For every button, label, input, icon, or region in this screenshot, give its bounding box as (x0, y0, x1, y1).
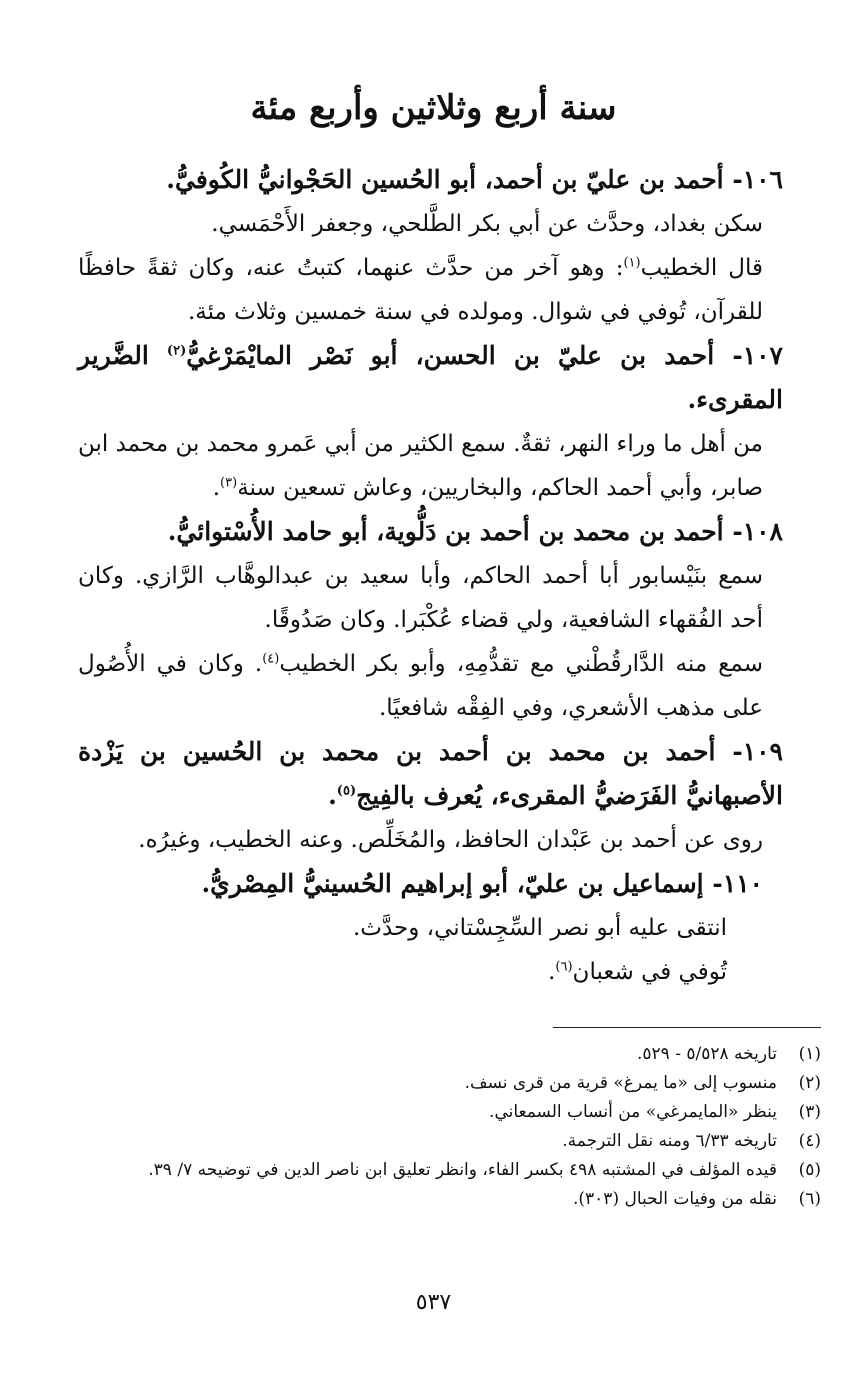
entry-heading-108: ١٠٨- أحمد بن محمد بن أحمد بن دَلُّوية، أبو حامد الأُسْتوائيُّ. (167, 517, 783, 546)
paragraph-text: . (212, 475, 221, 501)
page-number: ٥٣٧ (415, 1290, 452, 1315)
footnote-number: (٥) (798, 1160, 821, 1180)
entry-paragraph: سكن بغداد، وحدَّث عن أبي بكر الطَّلحي، وجعفر الأَحْمَسي. (211, 211, 763, 237)
footnote-number: (٢) (798, 1073, 821, 1093)
page-title: سنة أربع وثلاثين وأربع مئة (250, 88, 617, 128)
footnote-ref: (٣) (220, 475, 238, 491)
heading-text: ١٠٧- أحمد بن عليّ بن الحسن، أبو نَصْر المايْمَرْغيُّ (186, 341, 783, 370)
paragraph-text: . وكان في الأُصُول على مذهب الأشعري، وفي الفِقْه شافعيًا. (78, 651, 763, 721)
paragraph-text: سمع منه الدَّارقُطْني مع تقدُّمِهِ، وأبو بكر الخطيب (279, 651, 763, 677)
entry-paragraph (78, 422, 783, 510)
entry-heading-107 (78, 334, 783, 422)
paragraph-text: . (548, 959, 556, 985)
footnotes (78, 1040, 821, 1214)
footnote-ref: (٥) (336, 783, 357, 799)
footnote-number: (٦) (798, 1189, 821, 1209)
footnote-item (78, 1069, 821, 1098)
footnote-ref: (٤) (262, 651, 280, 667)
heading-text: ١٠٩- أحمد بن محمد بن أحمد بن محمد بن الحُسين بن يَزْدة الأصبهانيُّ الفَرَضيُّ المقرىء، يُعرف بالفِيج (78, 737, 783, 810)
entry-heading-109 (78, 730, 783, 818)
entry-paragraph: روى عن أحمد بن عَبْدان الحافظ، والمُخَلِّص. وعنه الخطيب، وغيرُه. (138, 827, 763, 853)
entry-paragraph (78, 246, 783, 334)
entry-heading-110: ١١٠- إسماعيل بن عليّ، أبو إبراهيم الحُسينيُّ المِصْريُّ. (201, 869, 763, 898)
footnote-text: منسوب إلى «ما يمرغ» قرية من قرى نسف. (464, 1073, 777, 1093)
footnote-number: (١) (798, 1044, 821, 1064)
footnote-item (78, 1127, 821, 1156)
footnote-number: (٣) (798, 1102, 821, 1122)
footnote-item (78, 1185, 821, 1214)
footnote-item (78, 1098, 821, 1127)
heading-text: . (328, 781, 337, 810)
footnote-item (78, 1040, 821, 1069)
footnote-ref: (١) (623, 255, 641, 271)
main-text (78, 158, 783, 994)
footnote-divider (553, 1027, 821, 1028)
entry-paragraph: انتقى عليه أبو نصر السِّجِسْتاني، وحدَّث. (353, 915, 727, 941)
footnote-number: (٤) (798, 1131, 821, 1151)
footnote-text: قيده المؤلف في المشتبه ٤٩٨ بكسر الفاء، وانظر تعليق ابن ناصر الدين في توضيحه ٧/ ٣٩. (148, 1160, 777, 1180)
paragraph-text: قال الخطيب (640, 255, 763, 281)
footnote-text: تاريخه ٥/٥٢٨ - ٥٢٩. (637, 1044, 777, 1064)
paragraph-text: تُوفي في شعبان (572, 959, 727, 985)
heading-text: الضَّرير المقرىء. (78, 341, 783, 414)
footnote-text: نقله من وفيات الحبال (٣٠٣). (572, 1189, 777, 1209)
paragraph-text: : وهو آخر من حدَّث عنهما، كتبتُ عنه، وكان ثقةً حافظًا للقرآن، تُوفي في شوال. ومولده في سنة خمسين وثلاث مئة. (78, 255, 763, 325)
entry-heading-106: ١٠٦- أحمد بن عليّ بن أحمد، أبو الحُسين الحَجْوانيُّ الكُوفيُّ. (166, 165, 783, 194)
footnote-text: ينظر «المايمرغي» من أنساب السمعاني. (489, 1102, 777, 1122)
footnote-ref: (٢) (166, 343, 187, 359)
footnote-text: تاريخه ٦/٣٣ ومنه نقل الترجمة. (562, 1131, 777, 1151)
paragraph-text: من أهل ما وراء النهر، ثقةٌ. سمع الكثير من أبي عَمرو محمد بن محمد ابن صابر، وأبي أحمد الحاكم، والبخاريين، وعاش تسعين سنة (78, 431, 763, 501)
entry-paragraph: سمع بنَيْسابور أبا أحمد الحاكم، وأبا سعيد بن عبدالوهَّاب الرَّازي. وكان أحد الفُقهاء الشافعية، ولي قضاء عُكْبَرا. وكان صَدُوقًا. (78, 563, 763, 633)
entry-paragraph (78, 950, 783, 994)
footnote-ref: (٦) (555, 959, 573, 975)
footnote-item (78, 1156, 821, 1185)
entry-paragraph (78, 642, 783, 730)
